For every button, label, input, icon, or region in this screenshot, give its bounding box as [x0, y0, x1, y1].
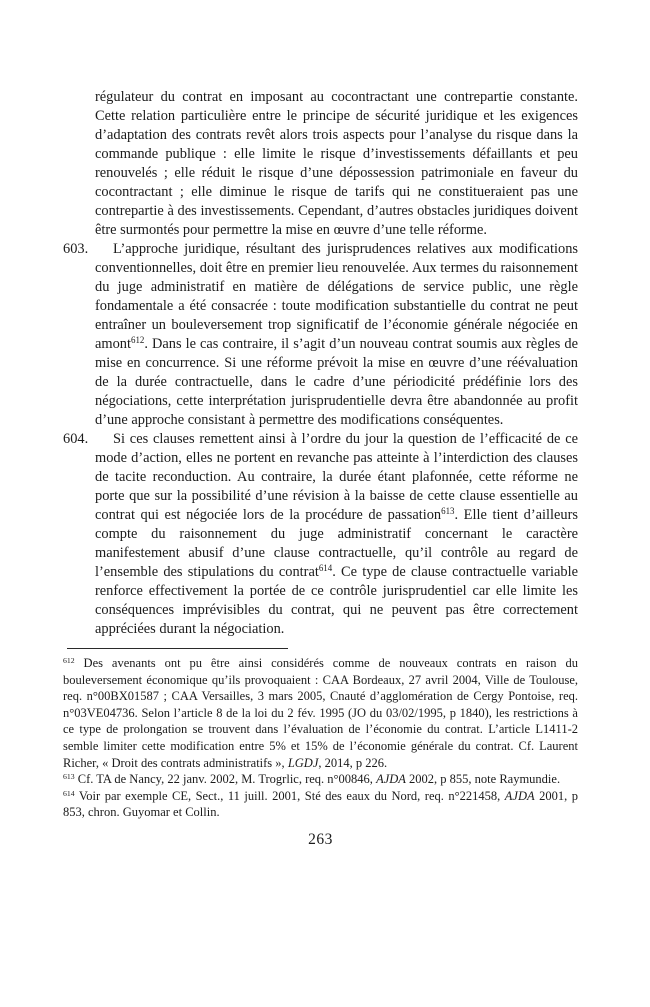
footnote-613	[63, 771, 578, 788]
paragraph-number: 603.	[63, 241, 89, 257]
footnote-612	[63, 655, 578, 771]
footnote-separator	[67, 648, 288, 649]
body-text	[63, 88, 578, 639]
footnote-ref: 614	[63, 788, 75, 798]
footnote-ref: 612	[63, 655, 75, 665]
paragraph-text: L’approche juridique, résultant des jurisprudences relatives aux modifications conventionnelles, doit être en premier lieu renouvelée. Aux termes du raisonnement du juge administratif en matière de délégations de service public, une règle fondamentale a été consacrée : toute modification substantielle du contrat ne peut entraîner un bouleversement trop significatif de l’économie générale négociée en amont$^{612}$. Dans le cas contraire, il s’agit d’un nouveau contrat soumis aux règles de mise en concurrence. Si une réforme prévoit la mise en œuvre d’une réévaluation de la durée contractuelle, dans le cadre d’une périodicité prédéfinie lors des négociations, cette interprétation jurisprudentielle devra être abandonnée au profit d’une approche consistant à permettre des modifications conséquentes.	[95, 241, 578, 428]
paragraph-text: Si ces clauses remettent ainsi à l’ordre du jour la question de l’efficacité de ce mode d’action, elles ne portent en revanche pas atteinte à l’interdiction des clauses de tacite reconduction. Au contraire, la durée étant plafonnée, cette réforme ne porte que sur la possibilité d’une révision à la baisse de cette clause essentielle au contrat qui est négociée lors de la procédure de passation$^{613}$. Elle tient d’ailleurs compte du raisonnement du juge administratif concernant le caractère manifestement abusif d’une clause contractuelle, qu’il contrôle au regard de l’ensemble des stipulations du contrat$^{614}$. Ce type de clause contractuelle variable renforce effectivement la portée de ce contrôle jurisprudentiel car elle limite les conséquences imprévisibles du contrat, qui ne peuvent pas être correctement appréciées durant la négociation.	[95, 431, 578, 637]
paragraph-text: régulateur du contrat en imposant au cocontractant une contrepartie constante. Cette relation particulière entre le principe de sécurité juridique et les exigences d’adaptation des contrats revêt alors trois aspects pour l’analyse du risque dans la commande publique : elle limite le risque d’investissements défaillants et peu renouvelés ; elle réduit le risque d’une dépossession patrimoniale en faveur du cocontractant ; elle diminue le risque de tarifs qui ne constitueraient pas une contrepartie à des investissements. Cependant, d’autres obstacles juridiques doivent être surmontés pour permettre la mise en œuvre d’une telle réforme.	[95, 89, 578, 238]
paragraph-number: 604.	[63, 431, 89, 447]
footnote-text: Voir par exemple CE, Sect., 11 juill. 2001, Sté des eaux du Nord, req. n°221458, AJDA 2001, p 853, chron. Guyomar et Collin.	[63, 788, 578, 820]
paragraph-604	[63, 430, 578, 639]
footnote-text: Cf. TA de Nancy, 22 janv. 2002, M. Trogrlic, req. n°00846, AJDA 2002, p 855, note Raymundie.	[74, 772, 561, 787]
paragraph-603	[63, 240, 578, 430]
footnote-614	[63, 788, 578, 821]
footnote-ref: 613	[63, 771, 75, 781]
footnote-text: Des avenants ont pu être ainsi considérés comme de nouveaux contrats en raison du bouleversement économique qu’ils provoquaient : CAA Bordeaux, 27 avril 2004, Ville de Toulouse, req. n°00BX01587 ; CAA Versailles, 3 mars 2005, Cnauté d’agglomération de Cergy Pontoise, req. n°03VE04736. Selon l’article 8 de la loi du 2 fév. 1995 (JO du 03/02/1995, p 1840), les restrictions à ce type de prolongation se trouvent dans l’évaluation de l’économie du contrat. L’article L1411-2 semble limiter cette modification entre 5% et 15% de l’économie générale du contrat. Cf. Laurent Richer, « Droit des contrats administratifs », LGDJ, 2014, p 226.	[63, 656, 578, 770]
paragraph-continuation	[95, 88, 578, 240]
page-number: 263	[308, 830, 333, 848]
footnotes-section	[63, 655, 578, 821]
